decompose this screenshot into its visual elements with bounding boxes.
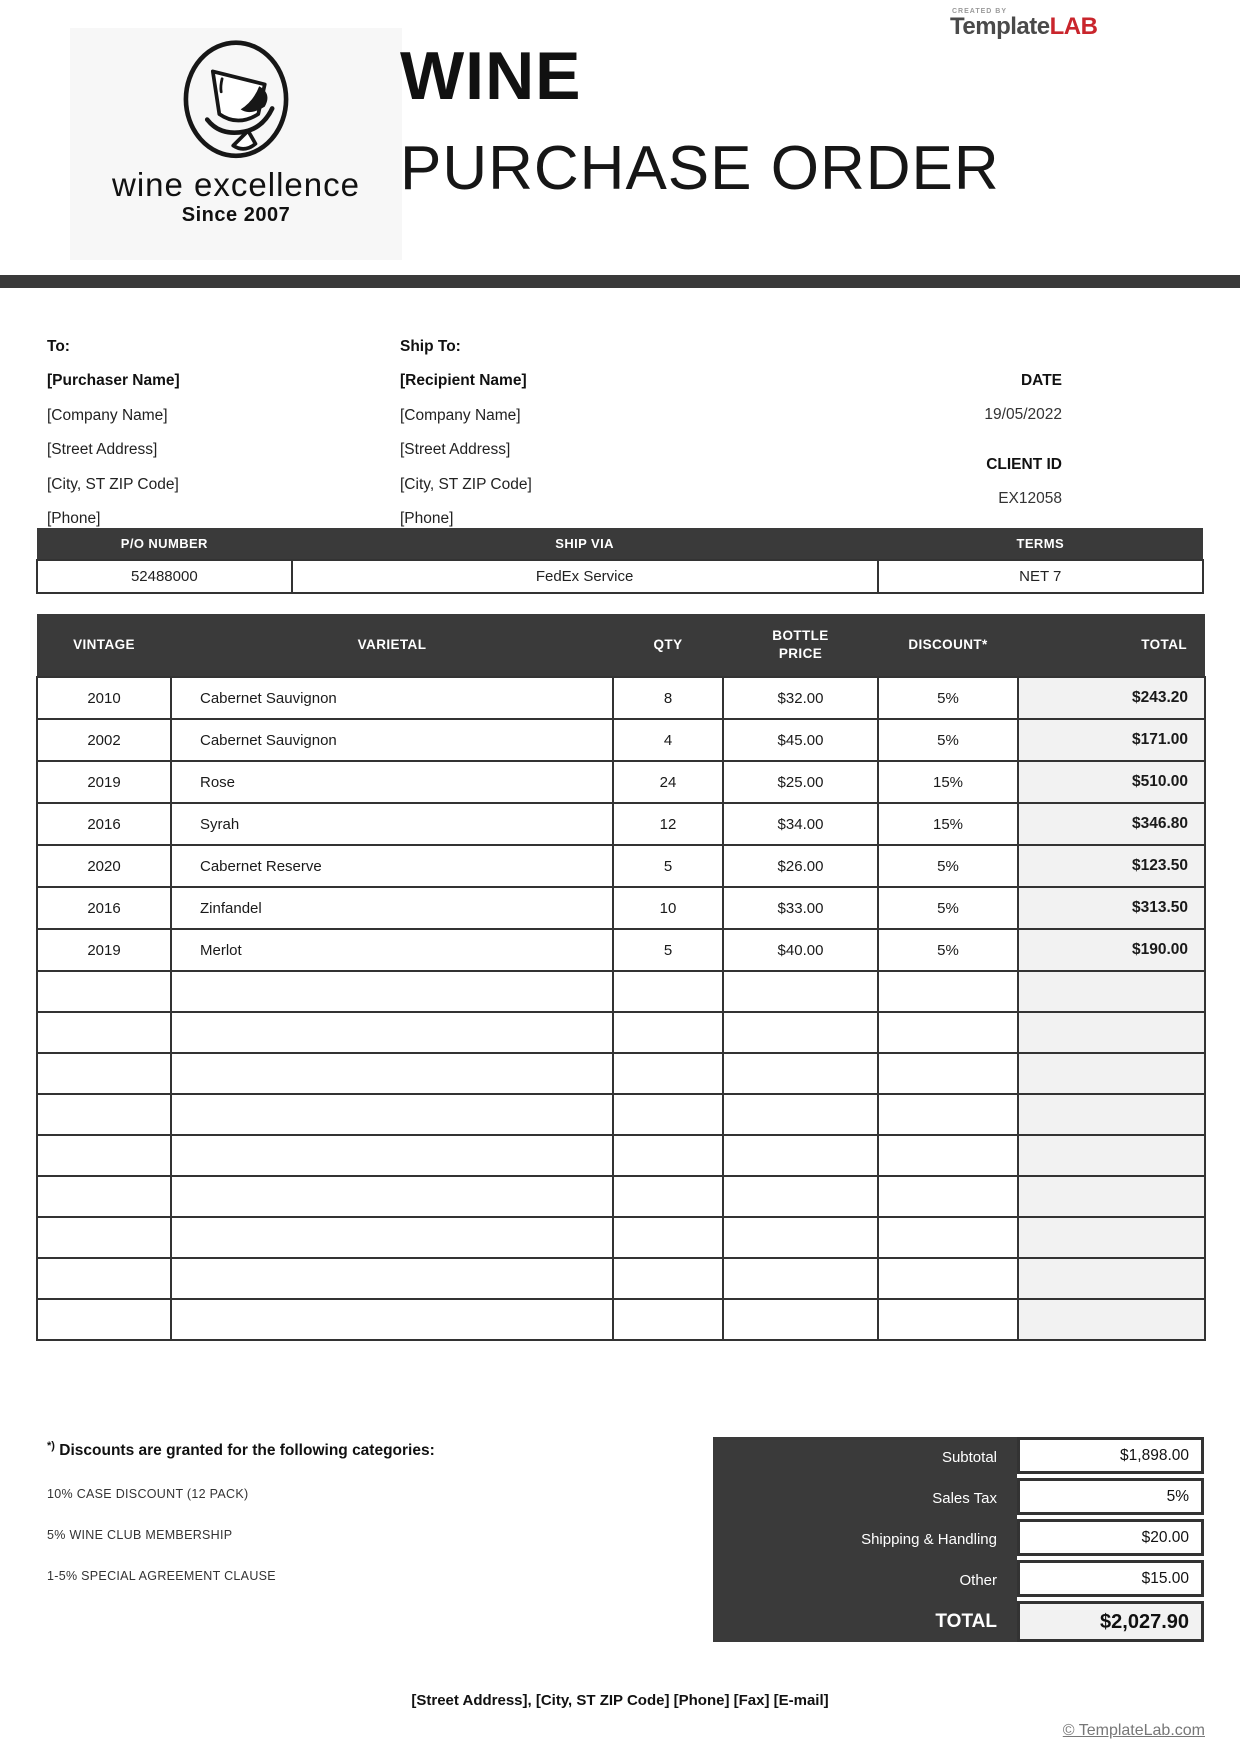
items-cell	[37, 1176, 171, 1217]
items-cell: $190.00	[1018, 929, 1205, 971]
wine-glass-in-hand-icon	[166, 38, 306, 166]
items-cell: $123.50	[1018, 845, 1205, 887]
items-cell	[171, 1217, 613, 1258]
items-cell	[723, 1053, 878, 1094]
subtotal-value: $1,898.00	[1017, 1437, 1204, 1474]
items-cell: 2019	[37, 761, 171, 803]
items-cell	[878, 1135, 1018, 1176]
items-cell	[878, 1299, 1018, 1340]
templatelab-logo	[950, 8, 1097, 39]
terms-value: NET 7	[878, 560, 1203, 593]
items-cell: 2010	[37, 677, 171, 719]
items-cell	[37, 1217, 171, 1258]
items-cell: 5%	[878, 719, 1018, 761]
items-header-bottle-price: BOTTLE PRICE	[723, 614, 878, 677]
footer-address: [Street Address], [City, ST ZIP Code] [Phone] [Fax] [E-mail]	[411, 1692, 829, 1709]
to-label: To:	[47, 338, 70, 355]
items-cell	[723, 1258, 878, 1299]
items-cell	[613, 1053, 723, 1094]
items-cell	[171, 1094, 613, 1135]
items-cell	[1018, 1094, 1205, 1135]
recipient-name: [Recipient Name]	[400, 372, 527, 390]
items-cell: 5	[613, 929, 723, 971]
items-cell	[171, 1299, 613, 1340]
totals-box	[713, 1437, 1204, 1642]
items-cell	[37, 1299, 171, 1340]
table-row	[37, 971, 1205, 1012]
items-cell: 2016	[37, 887, 171, 929]
brand-name: wine excellence	[112, 166, 360, 203]
items-cell: $313.50	[1018, 887, 1205, 929]
items-cell	[1018, 1135, 1205, 1176]
to-company: [Company Name]	[47, 406, 168, 424]
items-cell	[171, 1258, 613, 1299]
items-cell: Cabernet Sauvignon	[171, 719, 613, 761]
items-cell	[613, 1299, 723, 1340]
items-cell: $33.00	[723, 887, 878, 929]
date-label: DATE	[1020, 372, 1062, 389]
items-cell: 5	[613, 845, 723, 887]
client-id-value: EX12058	[998, 490, 1062, 508]
bill-to-block	[47, 330, 180, 536]
title-purchase-order: PURCHASE ORDER	[400, 134, 1000, 203]
items-header-varietal: VARIETAL	[171, 614, 613, 677]
table-row	[37, 1094, 1205, 1135]
asterisk-note-marker: *)	[47, 1440, 55, 1452]
items-cell	[171, 1053, 613, 1094]
to-city: [City, ST ZIP Code]	[47, 475, 179, 493]
items-cell: 2019	[37, 929, 171, 971]
items-cell: $45.00	[723, 719, 878, 761]
items-cell	[613, 1012, 723, 1053]
items-cell	[171, 1176, 613, 1217]
items-cell: Zinfandel	[171, 887, 613, 929]
items-cell	[1018, 1053, 1205, 1094]
discount-notes-title	[47, 1440, 435, 1460]
table-row	[37, 1176, 1205, 1217]
footer-copyright: © TemplateLab.com	[1062, 1722, 1205, 1739]
items-cell: 2016	[37, 803, 171, 845]
table-row	[37, 803, 1205, 845]
po-number-header: P/O NUMBER	[37, 528, 292, 560]
items-cell	[613, 1176, 723, 1217]
items-cell	[37, 1135, 171, 1176]
table-row	[37, 761, 1205, 803]
items-cell	[613, 971, 723, 1012]
items-cell: Cabernet Sauvignon	[171, 677, 613, 719]
items-cell	[878, 1094, 1018, 1135]
items-cell: $32.00	[723, 677, 878, 719]
items-cell: 24	[613, 761, 723, 803]
items-cell	[613, 1217, 723, 1258]
items-cell: Merlot	[171, 929, 613, 971]
items-cell	[878, 1258, 1018, 1299]
items-cell: 2002	[37, 719, 171, 761]
items-cell: Syrah	[171, 803, 613, 845]
items-cell	[878, 1053, 1018, 1094]
brand-since: Since 2007	[181, 203, 291, 226]
discount-notes	[47, 1440, 435, 1583]
table-row	[37, 719, 1205, 761]
discount-notes-title-text: Discounts are granted for the following categories:	[59, 1442, 435, 1460]
items-cell: 5%	[878, 845, 1018, 887]
items-cell	[171, 971, 613, 1012]
table-row	[37, 1217, 1205, 1258]
table-row	[37, 1012, 1205, 1053]
table-row	[37, 1053, 1205, 1094]
to-phone: [Phone]	[47, 510, 101, 528]
items-cell: $40.00	[723, 929, 878, 971]
items-cell	[613, 1094, 723, 1135]
table-row	[37, 845, 1205, 887]
items-cell	[37, 1053, 171, 1094]
date-value: 19/05/2022	[984, 406, 1062, 424]
ship-phone: [Phone]	[400, 510, 454, 528]
table-row	[37, 887, 1205, 929]
items-cell	[723, 1176, 878, 1217]
items-cell	[878, 1012, 1018, 1053]
items-cell: $26.00	[723, 845, 878, 887]
templatelab-word: Template	[950, 13, 1050, 40]
items-cell: 4	[613, 719, 723, 761]
purchaser-name: [Purchaser Name]	[47, 372, 180, 390]
items-cell	[878, 1176, 1018, 1217]
items-cell: 5%	[878, 677, 1018, 719]
items-header-row	[37, 614, 1205, 677]
note-wine-club: 5% WINE CLUB MEMBERSHIP	[47, 1528, 233, 1543]
items-cell: $34.00	[723, 803, 878, 845]
ship-street: [Street Address]	[400, 441, 511, 459]
items-cell	[1018, 1012, 1205, 1053]
po-number-value: 52488000	[37, 560, 292, 593]
items-cell	[37, 1258, 171, 1299]
po-info-table	[36, 528, 1204, 594]
to-street: [Street Address]	[47, 441, 158, 459]
ship-city: [City, ST ZIP Code]	[400, 475, 532, 493]
items-cell	[723, 1135, 878, 1176]
client-id-block	[986, 448, 1062, 517]
items-cell: Cabernet Reserve	[171, 845, 613, 887]
items-cell	[878, 1217, 1018, 1258]
templatelab-lab: LAB	[1049, 13, 1098, 40]
document-title	[400, 38, 1000, 203]
wine-excellence-logo-block	[70, 28, 402, 260]
items-cell: 12	[613, 803, 723, 845]
items-cell: $25.00	[723, 761, 878, 803]
ship-to-block	[400, 330, 532, 536]
grand-total-label: TOTAL	[713, 1601, 1017, 1642]
items-cell	[171, 1135, 613, 1176]
po-info-value-row	[37, 560, 1203, 593]
items-cell	[1018, 971, 1205, 1012]
items-cell	[1018, 1217, 1205, 1258]
sales-tax-label: Sales Tax	[713, 1478, 1017, 1519]
title-wine: WINE	[400, 38, 582, 114]
items-cell: 15%	[878, 761, 1018, 803]
items-header-qty: QTY	[613, 614, 723, 677]
subtotal-label: Subtotal	[713, 1437, 1017, 1478]
items-table	[36, 614, 1206, 1341]
shipping-handling-value: $20.00	[1017, 1519, 1204, 1556]
items-cell	[723, 1299, 878, 1340]
items-header-total: TOTAL	[1018, 614, 1205, 677]
client-id-label: CLIENT ID	[986, 456, 1062, 473]
other-label: Other	[713, 1560, 1017, 1601]
items-cell: 15%	[878, 803, 1018, 845]
items-cell	[723, 1217, 878, 1258]
items-cell: $171.00	[1018, 719, 1205, 761]
items-cell	[1018, 1258, 1205, 1299]
ship-via-value: FedEx Service	[292, 560, 878, 593]
terms-header: TERMS	[878, 528, 1203, 560]
po-info-header-row	[37, 528, 1203, 560]
note-case-discount: 10% CASE DISCOUNT (12 PACK)	[47, 1487, 249, 1502]
date-block	[984, 364, 1062, 433]
items-cell	[1018, 1176, 1205, 1217]
grand-total-value: $2,027.90	[1017, 1601, 1204, 1642]
table-row	[37, 1299, 1205, 1340]
items-cell: Rose	[171, 761, 613, 803]
items-cell: $243.20	[1018, 677, 1205, 719]
items-cell	[723, 1094, 878, 1135]
items-cell	[1018, 1299, 1205, 1340]
items-cell	[613, 1135, 723, 1176]
note-special-agreement: 1-5% SPECIAL AGREEMENT CLAUSE	[47, 1569, 276, 1584]
ship-to-label: Ship To:	[400, 338, 461, 355]
table-row	[37, 1258, 1205, 1299]
other-value: $15.00	[1017, 1560, 1204, 1597]
ship-via-header: SHIP VIA	[292, 528, 878, 560]
items-header-vintage: VINTAGE	[37, 614, 171, 677]
items-cell	[723, 971, 878, 1012]
items-cell: 5%	[878, 929, 1018, 971]
items-cell: $346.80	[1018, 803, 1205, 845]
header-divider-bar	[0, 275, 1240, 288]
items-cell	[878, 971, 1018, 1012]
sales-tax-value: 5%	[1017, 1478, 1204, 1515]
shipping-handling-label: Shipping & Handling	[713, 1519, 1017, 1560]
items-cell: 5%	[878, 887, 1018, 929]
items-cell	[37, 1094, 171, 1135]
items-cell	[37, 971, 171, 1012]
created-by-label: CREATED BY	[952, 8, 1007, 15]
items-cell	[723, 1012, 878, 1053]
items-cell: 2020	[37, 845, 171, 887]
items-cell: 10	[613, 887, 723, 929]
table-row	[37, 677, 1205, 719]
items-header-discount: DISCOUNT*	[878, 614, 1018, 677]
items-cell	[613, 1258, 723, 1299]
items-cell	[171, 1012, 613, 1053]
items-cell: 8	[613, 677, 723, 719]
ship-company: [Company Name]	[400, 406, 521, 424]
items-cell	[37, 1012, 171, 1053]
table-row	[37, 929, 1205, 971]
table-row	[37, 1135, 1205, 1176]
items-cell: $510.00	[1018, 761, 1205, 803]
